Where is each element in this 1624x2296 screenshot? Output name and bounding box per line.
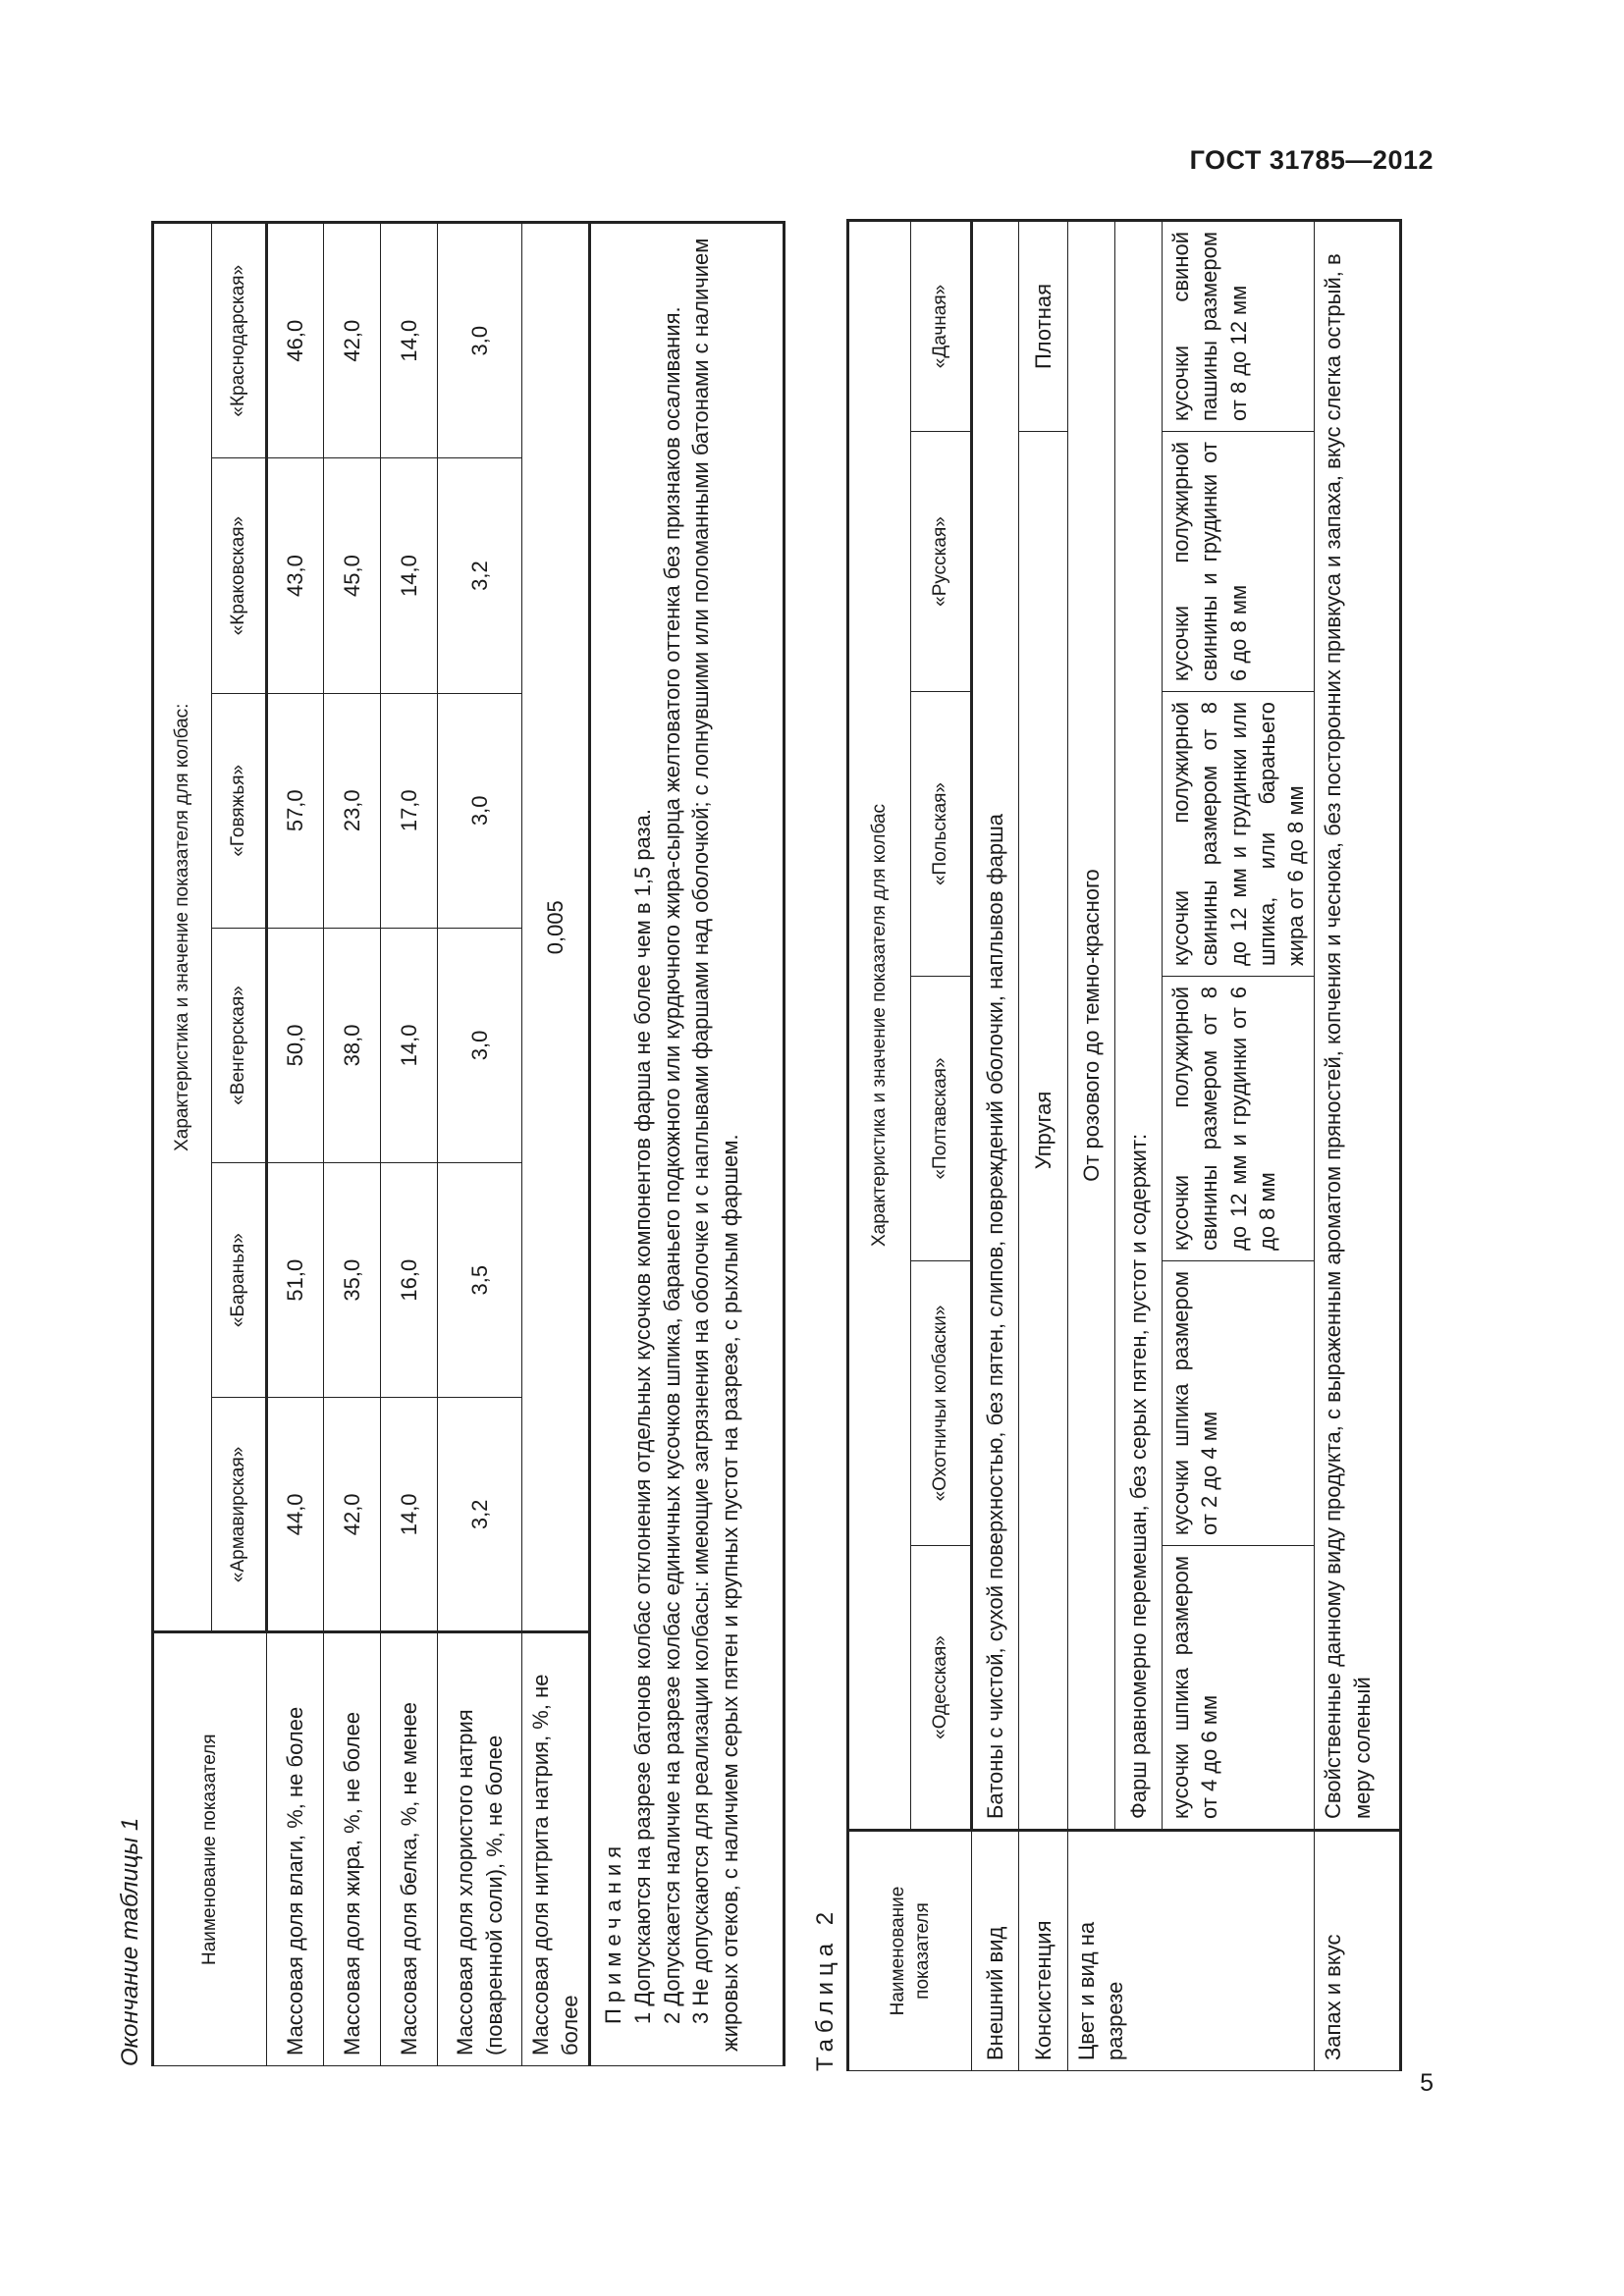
table2-col-header: «Полтавская» — [911, 977, 972, 1261]
table-cell-merged: Упругая — [1019, 432, 1068, 1831]
table-cell: кусочки шпика размером от 4 до 6 мм — [1163, 1546, 1315, 1831]
table2-header-row — [848, 221, 911, 2071]
table-cell: 50,0 — [267, 928, 324, 1162]
table-cell: 44,0 — [267, 1398, 324, 1632]
table-cell: кусочки полужирной свинины размером от 8 до 12 мм и грудинки от 6 до 8 мм — [1163, 977, 1315, 1261]
row-label: Массовая доля нитрита натрия, %, не более — [522, 1632, 590, 2066]
table2-columns-row — [911, 221, 972, 2071]
table2-caption: Таблица 2 — [812, 1905, 839, 2071]
table-cell: Плотная — [1019, 221, 1068, 432]
table-cell: кусочки шпика размером от 2 до 4 мм — [1163, 1261, 1315, 1546]
table1-block — [110, 221, 778, 2066]
row-label: Массовая доля хлористого натрия (поваренной соли), %, не более — [438, 1632, 522, 2066]
table-cell-merged: Свойственные данному виду продукта, с выраженным ароматом пряностей, копчения и чеснока, без посторонних привкуса и запаха, вкус слегка острый, в меру соленый — [1315, 221, 1401, 1831]
table-cell: 3,0 — [438, 223, 522, 458]
table-row — [1115, 221, 1163, 2071]
row-label: Массовая доля влаги, %, не более — [267, 1632, 324, 2066]
table-cell: 3,2 — [438, 458, 522, 693]
notes-title: Примечания — [601, 1840, 626, 2024]
row-label: Консистенция — [1019, 1831, 1068, 2071]
table-cell: 14,0 — [381, 1398, 438, 1632]
table-cell: 16,0 — [381, 1163, 438, 1398]
table-cell: 42,0 — [324, 223, 381, 458]
row-label: Внешний вид — [972, 1831, 1019, 2071]
table-row — [1315, 221, 1401, 2071]
table-cell: кусочки полужирной свинины размером от 8 до 12 мм и грудинки или шпика, или бараньего жира от 6 до 8 мм — [1163, 692, 1315, 977]
table1-col-header: «Армавирская» — [212, 1398, 267, 1632]
table2-col-header: «Польская» — [911, 692, 972, 977]
table-row — [381, 223, 438, 2066]
table1-col-header: «Краковская» — [212, 458, 267, 693]
table2-group-header: Характеристика и значение показателя для колбас — [848, 221, 911, 1831]
table2-col-header: «Одесская» — [911, 1546, 972, 1831]
table2-block — [805, 221, 1434, 2071]
table-row — [1019, 221, 1068, 2071]
table1-col-header: «Говяжья» — [212, 693, 267, 928]
document-code: ГОСТ 31785—2012 — [1189, 145, 1434, 175]
table-row — [438, 223, 522, 2066]
table-cell: 46,0 — [267, 223, 324, 458]
table-cell: 14,0 — [381, 223, 438, 458]
row-label: Запах и вкус — [1315, 1831, 1401, 2071]
table2-name-header: Наименование показателя — [848, 1831, 972, 2071]
table-cell: 17,0 — [381, 693, 438, 928]
table-row — [267, 223, 324, 2066]
note-item: 1 Допускаются на разрезе батонов колбас отклонения отдельных кусочков компонентов фарша не более чем в 1,5 раза. — [630, 809, 656, 2024]
table-row — [1068, 221, 1115, 2071]
table1-col-header: «Краснодарская» — [212, 223, 267, 458]
table2-col-header: «Русская» — [911, 432, 972, 692]
table-cell: кусочки полужирной свинины и грудинки от 6 до 8 мм — [1163, 432, 1315, 692]
table-cell-merged: Батоны с чистой, сухой поверхностью, без пятен, слипов, повреждений оболочки, наплывов фарша — [972, 221, 1019, 1831]
table-cell: 23,0 — [324, 693, 381, 928]
table-cell: 3,0 — [438, 928, 522, 1162]
table-cell: 51,0 — [267, 1163, 324, 1398]
table-cell: кусочки свиной пашины размером от 8 до 12 мм — [1163, 221, 1315, 432]
table1-name-header: Наименование показателя — [153, 1632, 267, 2066]
table-cell-merged: От розового до темно-красного — [1068, 221, 1115, 1831]
table2-col-header: «Охотничьи колбаски» — [911, 1261, 972, 1546]
table1-header-row — [153, 223, 212, 2066]
table1-col-header: «Венгерская» — [212, 928, 267, 1162]
table1-notes — [590, 223, 785, 2066]
page-number: 5 — [1420, 2069, 1434, 2097]
note-item: 2 Допускается наличие на разрезе колбас единичных кусочков шпика, бараньего подкожного или курдючного жира-сырца желтоватого оттенка без признаков осаливания. — [659, 306, 684, 2024]
row-label: Массовая доля жира, %, не более — [324, 1632, 381, 2066]
table-cell: 35,0 — [324, 1163, 381, 1398]
table-cell: 14,0 — [381, 928, 438, 1162]
table-cell: 3,5 — [438, 1163, 522, 1398]
table-cell-merged: Фарш равномерно перемешан, без серых пятен, пустот и содержит: — [1115, 221, 1163, 1831]
table-cell: 43,0 — [267, 458, 324, 693]
table-cell: 14,0 — [381, 458, 438, 693]
table-row — [522, 223, 590, 2066]
table2 — [846, 219, 1402, 2071]
table-row — [1163, 221, 1315, 2071]
table1-col-header: «Баранья» — [212, 1163, 267, 1398]
table1-caption: Окончание таблицы 1 — [117, 1817, 143, 2066]
table-row — [972, 221, 1019, 2071]
table-cell: 38,0 — [324, 928, 381, 1162]
note-item: 3 Не допускаются для реализации колбасы: имеющие загрязнения на оболочке и с наплывами фаршами над оболочкой; с лопнувшими или поломанными батонами с наличием жировых отеков, с наличием серых пятен и крупных пустот на разрезе, с рыхлым фаршем. — [688, 238, 743, 2052]
table2-col-header: «Дачная» — [911, 221, 972, 432]
table-cell: 3,2 — [438, 1398, 522, 1632]
table1-group-header: Характеристика и значение показателя для колбас: — [153, 223, 212, 1632]
table-cell: 45,0 — [324, 458, 381, 693]
table-cell-merged: 0,005 — [522, 223, 590, 1632]
table-cell: 42,0 — [324, 1398, 381, 1632]
table1-notes-row — [590, 223, 785, 2066]
table1 — [151, 221, 785, 2066]
table-cell: 57,0 — [267, 693, 324, 928]
row-label: Цвет и вид на разрезе — [1068, 1831, 1315, 2071]
table-row — [324, 223, 381, 2066]
table-cell: 3,0 — [438, 693, 522, 928]
row-label: Массовая доля белка, %, не менее — [381, 1632, 438, 2066]
